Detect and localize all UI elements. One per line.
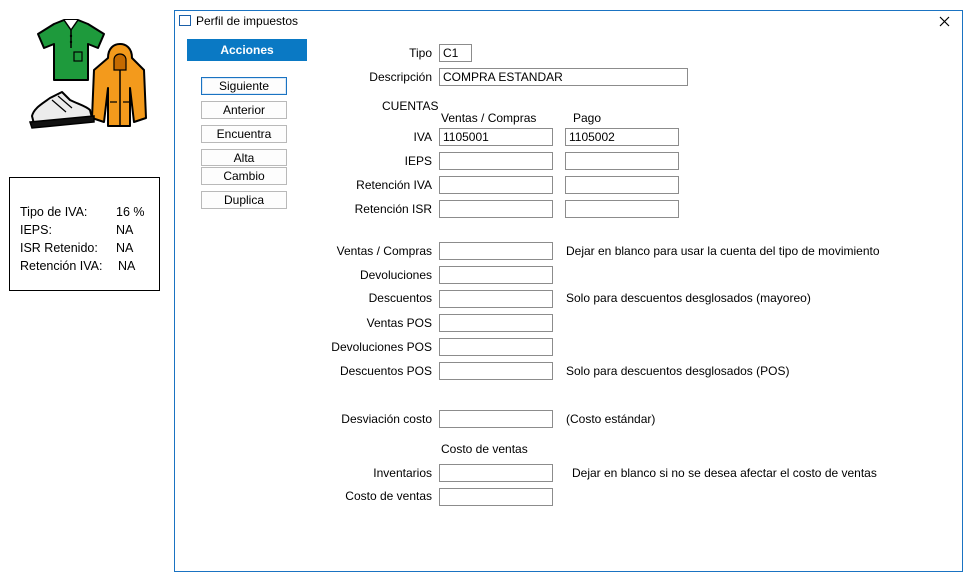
descuentos-pos-hint: Solo para descuentos desglosados (POS) — [566, 364, 790, 378]
retencion-iva-label: Retención IVA — [356, 178, 432, 192]
cambio-button[interactable]: Cambio — [201, 167, 287, 185]
encuentra-button[interactable]: Encuentra — [201, 125, 287, 143]
inventarios-input[interactable] — [439, 464, 553, 482]
summary-isr-value: NA — [116, 241, 134, 255]
ventas-compras-hint: Dejar en blanco para usar la cuenta del tipo de movimiento — [566, 244, 880, 258]
costo-ventas-section-label: Costo de ventas — [441, 442, 528, 456]
close-button[interactable] — [934, 12, 954, 30]
retencion-iva-ventas-input[interactable] — [439, 176, 553, 194]
descuentos-pos-input[interactable] — [439, 362, 553, 380]
sneaker-icon — [30, 92, 94, 128]
ventas-pos-label: Ventas POS — [366, 316, 432, 330]
window-title: Perfil de impuestos — [196, 14, 299, 28]
ieps-pago-input[interactable] — [565, 152, 679, 170]
summary-ieps-value: NA — [116, 223, 134, 237]
siguiente-button[interactable]: Siguiente — [201, 77, 287, 95]
ieps-ventas-input[interactable] — [439, 152, 553, 170]
costo-ventas-label: Costo de ventas — [345, 489, 432, 503]
desviacion-costo-label: Desviación costo — [341, 412, 432, 426]
devoluciones-pos-label: Devoluciones POS — [331, 340, 432, 354]
summary-tipo-iva-label: Tipo de IVA: — [20, 205, 88, 219]
pago-column-header: Pago — [573, 111, 602, 125]
close-icon — [939, 16, 950, 27]
tipo-label: Tipo — [409, 46, 432, 60]
ventas-compras-input[interactable] — [439, 242, 553, 260]
retencion-iva-pago-input[interactable] — [565, 176, 679, 194]
summary-tipo-iva-value: 16 % — [116, 205, 145, 219]
jacket-icon — [92, 44, 146, 126]
window-icon — [179, 15, 191, 26]
iva-ventas-input[interactable] — [439, 128, 553, 146]
descripcion-label: Descripción — [369, 70, 432, 84]
ventas-pos-input[interactable] — [439, 314, 553, 332]
tax-summary-box — [9, 177, 160, 291]
summary-retencion-label: Retención IVA: — [20, 259, 103, 273]
devoluciones-pos-input[interactable] — [439, 338, 553, 356]
tax-profile-window — [174, 10, 963, 572]
retencion-isr-ventas-input[interactable] — [439, 200, 553, 218]
ventas-compras-column-header: Ventas / Compras — [441, 111, 537, 125]
ieps-label: IEPS — [404, 154, 432, 168]
retencion-isr-pago-input[interactable] — [565, 200, 679, 218]
devoluciones-label: Devoluciones — [359, 268, 432, 282]
descuentos-label: Descuentos — [368, 291, 432, 305]
costo-ventas-input[interactable] — [439, 488, 553, 506]
descripcion-input[interactable] — [439, 68, 688, 86]
clothing-illustration — [22, 18, 152, 133]
descuentos-input[interactable] — [439, 290, 553, 308]
descuentos-pos-label: Descuentos POS — [339, 364, 432, 378]
inventarios-hint: Dejar en blanco si no se desea afectar el costo de ventas — [572, 466, 877, 480]
alta-button[interactable]: Alta — [201, 149, 287, 166]
iva-label: IVA — [413, 130, 432, 144]
inventarios-label: Inventarios — [373, 466, 432, 480]
retencion-isr-label: Retención ISR — [354, 202, 432, 216]
desviacion-costo-input[interactable] — [439, 410, 553, 428]
devoluciones-input[interactable] — [439, 266, 553, 284]
anterior-button[interactable]: Anterior — [201, 101, 287, 119]
cuentas-label: CUENTAS — [382, 99, 439, 113]
summary-retencion-value: NA — [118, 259, 136, 273]
duplica-button[interactable]: Duplica — [201, 191, 287, 209]
tipo-input[interactable] — [439, 44, 472, 62]
iva-pago-input[interactable] — [565, 128, 679, 146]
desviacion-costo-hint: (Costo estándar) — [566, 412, 656, 426]
ventas-compras-label: Ventas / Compras — [336, 244, 432, 258]
descuentos-hint: Solo para descuentos desglosados (mayoreo) — [566, 291, 811, 305]
summary-ieps-label: IEPS: — [20, 223, 52, 237]
summary-isr-label: ISR Retenido: — [20, 241, 98, 255]
actions-header: Acciones — [187, 39, 307, 61]
